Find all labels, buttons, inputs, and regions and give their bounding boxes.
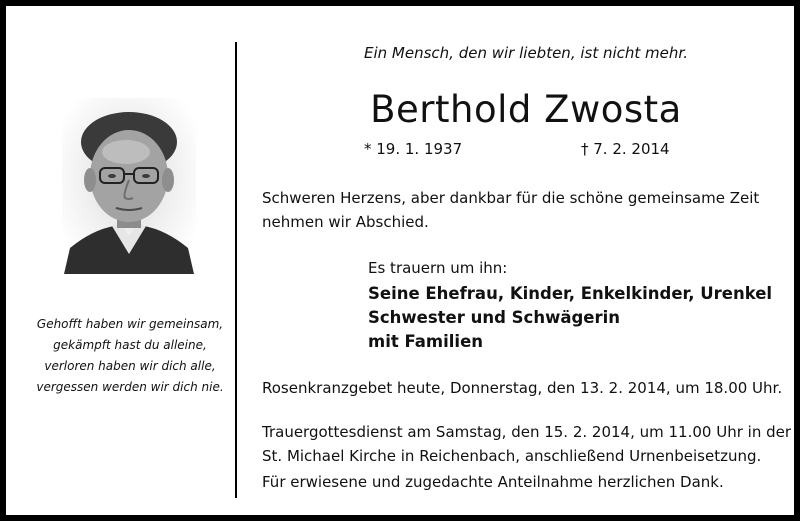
poem-line: Gehofft haben wir gemeinsam, bbox=[36, 317, 224, 331]
deceased-name: Berthold Zwosta bbox=[370, 88, 682, 131]
memorial-poem bbox=[28, 314, 232, 398]
intro-line: nehmen wir Abschied. bbox=[262, 213, 429, 231]
mourner-line: Schwester und Schwägerin bbox=[368, 308, 621, 327]
vertical-divider bbox=[235, 42, 237, 498]
poem-line: vergessen werden wir dich nie. bbox=[36, 380, 224, 394]
intro-text bbox=[262, 186, 759, 234]
mourners-list bbox=[368, 282, 772, 354]
portrait-photo bbox=[62, 98, 196, 274]
mourner-line: Seine Ehefrau, Kinder, Enkelkinder, Urenkel bbox=[368, 284, 773, 303]
poem-line: verloren haben wir dich alle, bbox=[44, 359, 216, 373]
funeral-service-info bbox=[262, 420, 791, 468]
service-line: St. Michael Kirche in Reichenbach, anschließend Urnenbeisetzung. bbox=[262, 447, 762, 465]
birth-date: * 19. 1. 1937 bbox=[364, 140, 463, 158]
rosary-info: Rosenkranzgebet heute, Donnerstag, den 13. 2. 2014, um 18.00 Uhr. bbox=[262, 379, 783, 397]
intro-line: Schweren Herzens, aber dankbar für die schöne gemeinsame Zeit bbox=[262, 189, 760, 207]
motto: Ein Mensch, den wir liebten, ist nicht mehr. bbox=[364, 44, 688, 62]
death-date: † 7. 2. 2014 bbox=[581, 140, 670, 158]
poem-line: gekämpft hast du alleine, bbox=[53, 338, 207, 352]
mourner-line: mit Familien bbox=[368, 332, 484, 351]
mourn-label: Es trauern um ihn: bbox=[368, 259, 508, 277]
thanks-text: Für erwiesene und zugedachte Anteilnahme herzlichen Dank. bbox=[262, 473, 724, 491]
service-line: Trauergottesdienst am Samstag, den 15. 2. 2014, um 11.00 Uhr in der bbox=[262, 423, 792, 441]
